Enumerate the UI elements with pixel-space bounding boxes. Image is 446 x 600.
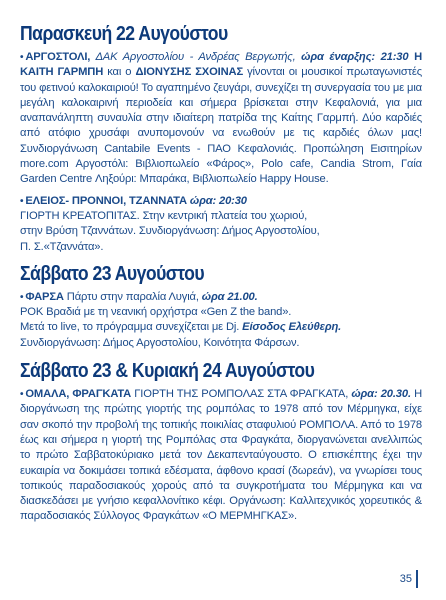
event-time: ώρα: 20.30.: [351, 388, 411, 401]
event-farsa-party: [20, 290, 422, 351]
bullet: •: [20, 195, 24, 207]
free-entry-text: Είσοδος Ελεύθερη.: [242, 321, 342, 334]
day-heading-weekend: Σάββατο 23 & Κυριακή 24 Αυγούστου: [20, 360, 315, 383]
event-location: ΑΡΓΟΣΤΟΛΙ,: [25, 51, 91, 63]
event-organizers: Συνδιοργάνωση: Δήμος Αργοστολίου, Κοινότητα Φάρσων.: [20, 336, 300, 349]
event-time: ώρα έναρξης: 21:30: [295, 51, 409, 63]
day-heading-friday: Παρασκευή 22 Αυγούστου: [20, 23, 228, 45]
event-description-line: στην Βρύση Τζαννάτων. Συνδιοργάνωση: Δήμος Αργοστολίου,: [20, 225, 320, 238]
event-description: Πάρτυ στην παραλία Λυγιά,: [63, 290, 202, 303]
event-listings: [20, 22, 422, 525]
event-description: Η διοργάνωση της πρώτης γιορτής της ρομπόλας το 1978 από τον Μέρμηγκα, είχε σαν σκοπό την προβολή της τοπικής ποικιλίας σταφυλιού ΡΟΜΠΟΛΑ. Από το 1978 έως και σήμερα η γιορτή της Ρομπόλας στα Φραγκάτα, διοργανώνεται ανελλιπώς το πρώτο Σαββατοκύριακο μετά τον Δεκαπενταύγουστο. Ο επισκέπτης έχει την ευκαιρία να δοκιμάσει τοπικά εδέσματα, άφθονο κρασί (δωρεάν), να γνωρίσει τους τοπικούς παραδοσιακούς χορούς από τα συγκροτήματα του Μέρμηγκα και να διασκεδάσει με γνήσιο κεφαλλονίτικο κέφι. Οργάνωση: Καλλιτεχνικός χορευτικός & παραδοσιακός Σύλλογος Φραγκάτων «Ο ΜΕΡΜΗΓΚΑΣ».: [20, 388, 423, 523]
event-description-line: Π. Σ.«Τζαννάτα».: [20, 240, 104, 253]
page-number-rule: [416, 570, 418, 588]
event-location: ΟΜΑΛΑ, ΦΡΑΓΚΑΤΑ: [25, 388, 132, 401]
event-location: ΕΛΕΙΟΣ- ΠΡΟΝΝΟΙ, ΤΖΑΝΝΑΤΑ: [25, 194, 187, 207]
event-description: Μετά το live, το πρόγραμμα συνεχίζεται με Dj.: [20, 321, 243, 334]
bullet: •: [20, 389, 24, 401]
event-description-line: ΓΙΟΡΤΗ ΚΡΕΑΤΟΠΙΤΑΣ. Στην κεντρική πλατεία του χωριού,: [20, 209, 308, 222]
event-title: ΓΙΟΡΤΗ ΤΗΣ ΡΟΜΠΟΛΑΣ ΣΤΑ ΦΡΑΓΚΑΤΑ,: [131, 388, 349, 401]
page-number: 35: [399, 573, 412, 585]
event-time: ώρα 21.00.: [201, 290, 258, 303]
event-description: γίνονται οι μουσικοί πρωταγωνιστές του φετινού καλοκαιριού! Το αγαπημένο ζευγάρι, συνεχίζει τη συνεργασία του με μια μεγάλη καλοκαιρινή περιοδεία και σήμερα βρίσκεται στην Κεφαλονιά, για μια αναπανάληπτη συναυλία στην ιδιαίτερη πατρίδα της Καίτης Γαρμπή. Δύο καρδιές από ατόφιο χρυσάφι ανυπομονούν να ενωθούν με τις καρδιές όλων μας! Συνδιοργάνωση Cantabile Events - ΠΑΟ Κεφαλονιάς. Προπώληση Εισιτηρίων more.com Αργοστόλι: Βιβλιοπωλείο «Φάρος», Polo cafe, Candia Strom, Γαία Garden Centre Ληξούρι: Μπαράκα, Βιβλιοπωλείο Happy House.: [20, 66, 422, 186]
event-time: ώρα: 20:30: [186, 194, 247, 207]
event-argostoli-concert: [20, 50, 422, 188]
day-heading-saturday: Σάββατο 23 Αυγούστου: [20, 262, 205, 285]
event-venue: ΔΑΚ Αργοστολίου - Ανδρέας Βεργωτής,: [90, 51, 296, 63]
event-description-line: ΡΟΚ Βραδιά με τη νεανική ορχήστρα «Gen Z the band».: [20, 306, 292, 319]
event-location: ΦΑΡΣΑ: [25, 290, 64, 303]
bullet: •: [20, 291, 24, 303]
conjunction-text: και ο: [103, 66, 136, 79]
artist-name: Η ΚΑΙΤΗ ΓΑΡΜΠΗ: [20, 51, 422, 79]
event-robola-festival: [20, 387, 422, 525]
artist-name: ΔΙΟΝΥΣΗΣ ΣΧΟΙΝΑΣ: [135, 66, 244, 79]
bullet: •: [20, 52, 24, 63]
event-kreatopita-festival: [20, 194, 422, 255]
